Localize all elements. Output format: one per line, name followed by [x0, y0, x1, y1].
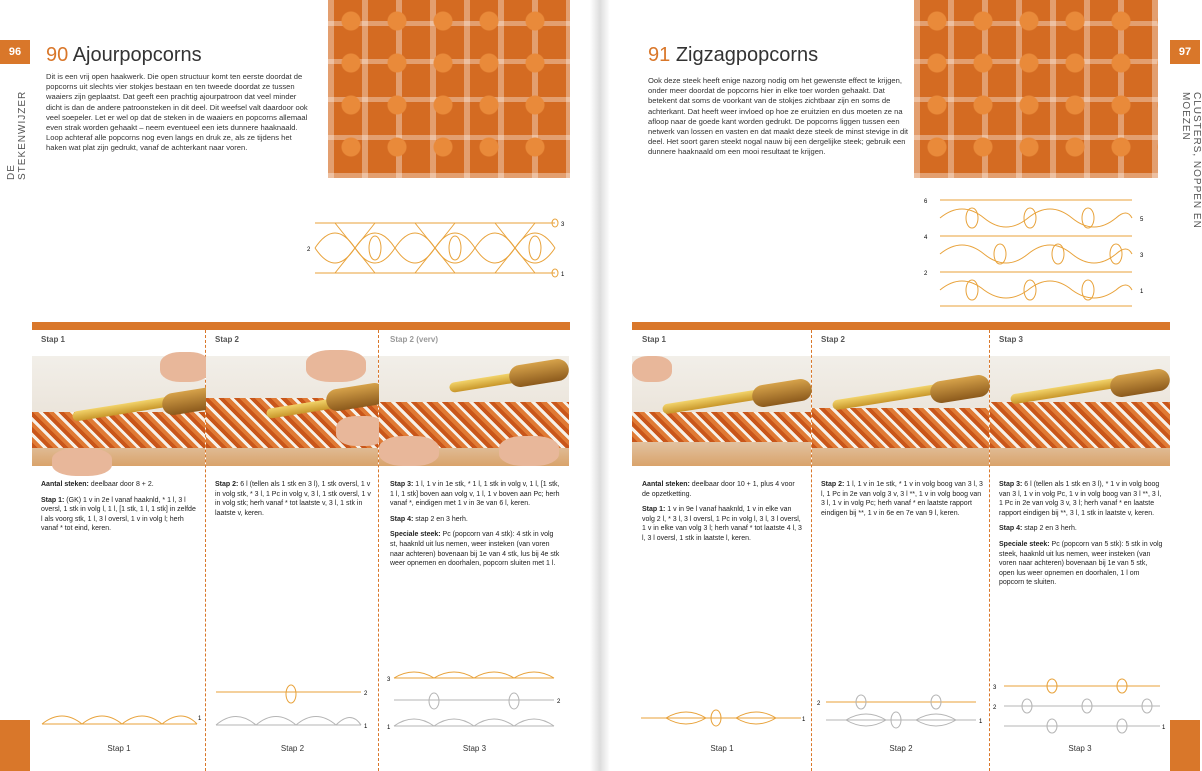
left-page-number: 96 [8, 46, 22, 58]
left-step-col-1 [32, 330, 206, 771]
left-stitch-chart [305, 208, 575, 288]
left-step-2-photo [206, 356, 378, 466]
right-step-2-photo [812, 356, 989, 466]
right-step-2-diagram [816, 692, 988, 736]
right-chart-row-5: 5 [1140, 217, 1144, 223]
svg-text:1: 1 [979, 719, 983, 725]
right-step-3-text: Stap 3: 6 l (tellen als 1 stk en 3 l), * 1 v in volg boog van 3 l, 1 v in volg Pc, 1 v in volg boog van 3 l **, 3 l, 1 Pc in 2e van volg 3 v, 3 l; herh vanaf * en laatste rapport eindigen bij **, 3 l, 1 stk in laatste v, keren. Stap 4: stap 2 en 3 herh. Speciale steek: Pc (popcorn van 5 stk): 5 stk in volg steek, haaknld uit lus nemen, weer insteken (van voren naar achteren) bovenaan bij 1e van 5 stk, open lus weer opnemen en doorhalen, 1 l om popcorn te sluiten. [999, 481, 1163, 587]
left-bottom-tab [0, 720, 30, 771]
right-chart-row-2: 2 [924, 271, 928, 277]
right-page-number-tab [1170, 40, 1200, 64]
right-running-head-text: CLUSTERS, NOPPEN EN MOEZEN [1180, 92, 1202, 229]
left-page-number-tab [0, 40, 30, 64]
left-steps-bar [32, 322, 570, 330]
right-step-col-3 [990, 330, 1170, 771]
left-stitch-name: Ajourpopcorns [72, 44, 202, 66]
right-bottom-tab [1170, 720, 1200, 771]
svg-text:3: 3 [387, 677, 391, 683]
left-chart-row-1: 1 [561, 272, 565, 278]
right-stitch-chart [922, 188, 1152, 318]
svg-text:1: 1 [387, 725, 391, 731]
left-swatch-photo [328, 0, 570, 178]
right-step-3-diagram [992, 676, 1168, 738]
left-step-1-photo [32, 356, 205, 466]
left-step-1-diagram [37, 702, 202, 732]
left-chart-row-3: 3 [561, 222, 565, 228]
left-stitch-number: 90 [46, 44, 69, 66]
svg-text:1: 1 [364, 724, 368, 730]
left-step-1-text: Aantal steken: deelbaar door 8 + 2. Stap 1: (GK) 1 v in 2e l vanaf haaknld, * 1 l, 3 l oversl, 1 stk in volg l, 1 l, [1 stk, 1 l, 1 stk] in zelfde l als voorg stk, 1 l, 3 l oversl, 1 v in volg l; herh vanaf * tot eind, keren. [41, 481, 196, 533]
right-step-2-text: Stap 2: 1 l, 1 v in 1e stk, * 1 v in volg boog van 3 l, 3 l, 1 Pc in 2e van volg 3 v, 3 l **, 1 v in volg boog van 3 l, 1 v in volg Pc; herh vanaf * en laatste rapport eindigen bij **, 1 v in 6e en 7e van 9 l, keren. [821, 481, 983, 517]
right-step-3-caption: Stap 3 [1068, 744, 1092, 753]
right-chart-row-4: 4 [924, 235, 928, 241]
left-step-3-diagram [384, 668, 566, 738]
right-step-2-caption: Stap 2 [889, 744, 913, 753]
right-swatch-photo [914, 0, 1158, 178]
left-running-head-text: DE STEKENWIJZER [6, 90, 28, 180]
left-step-3-photo [379, 356, 569, 466]
svg-text:1: 1 [198, 716, 202, 722]
left-step-1-header: Stap 1 [41, 335, 66, 344]
right-stitch-number: 91 [648, 44, 671, 66]
svg-text:2: 2 [364, 691, 368, 697]
svg-text:2: 2 [817, 701, 821, 707]
right-step-1-caption: Stap 1 [710, 744, 734, 753]
svg-text:1: 1 [802, 717, 806, 723]
right-steps-bar [632, 322, 1170, 330]
right-step-1-diagram [636, 702, 808, 732]
left-chart-row-2: 2 [307, 247, 311, 253]
left-step-col-2 [206, 330, 379, 771]
left-step-1-caption: Stap 1 [107, 744, 131, 753]
right-step-3-header: Stap 3 [999, 335, 1024, 344]
right-page-number: 97 [1178, 46, 1192, 58]
right-step-1-text: Aantal steken: deelbaar door 10 + 1, plus 4 voor de opzetketting. Stap 1: 1 v in 9e l vanaf haaknld, 1 v in elke van volg 2 l, * 3 l, 3 l oversl, 1 Pc in volg l, 3 l, 3 l oversl, 1 v in elke van volg 3 l; herh vanaf * tot laatste 4 l, 3 l, 3 l oversl, 1 stk in laatste l, keren. [642, 481, 802, 542]
svg-text:3: 3 [993, 685, 997, 691]
svg-text:2: 2 [993, 705, 997, 711]
left-step-3-caption: Stap 3 [462, 744, 487, 753]
right-chart-row-3: 3 [1140, 253, 1144, 259]
right-step-col-2 [812, 330, 990, 771]
book-gutter [590, 0, 610, 771]
left-step-2-header: Stap 2 [215, 335, 240, 344]
right-chart-row-6: 6 [924, 199, 928, 205]
left-running-head [6, 90, 28, 180]
right-step-col-1 [632, 330, 812, 771]
left-step-2-text: Stap 2: 6 l (tellen als 1 stk en 3 l), 1 stk oversl, 1 v in volg stk, * 3 l, 1 Pc in volg v, 3 l, 1 stk oversl, 1 v in volg stk; herh vanaf * tot laatste v, 3 l, 1 stk in laatste v, keren. [215, 481, 371, 517]
left-step-2-caption: Stap 2 [280, 744, 305, 753]
left-step-col-3 [379, 330, 570, 771]
left-step-3-text: Stap 3: 1 l, 1 v in 1e stk, * 1 l, 1 stk in volg v, 1 l, [1 stk, 1 l, 1 stk] boven aan volg v, 1 l, 1 v boven aan Pc; herh vanaf *, eindigen met 1 v in 3e van 6 l, keren. Stap 4: stap 2 en 3 herh. Speciale steek: Pc (popcorn van 4 stk): 4 stk in volg st, haaknld uit lus nemen, weer insteken (van voren naar achteren) bovenaan bij 1e van 4 stk, lus bij 4e stk weer opnemen en doorhalen, popcorn sluiten met 1 l. [390, 481, 560, 568]
right-step-1-photo [632, 356, 811, 466]
right-chart-row-1: 1 [1140, 289, 1144, 295]
right-stitch-name: Zigzagpopcorns [675, 44, 819, 66]
left-intro-text: Dit is een vrij open haakwerk. Die open structuur komt ten eerste doordat de popcorns uit slechts vier stokjes bestaan en ten tweede doordat ze tussen waaiers zijn geplaatst. Dat geeft een prachtig ajourpatroon dat veel minder dicht is dan de andere patroonsteken in dit deel. Dit weefsel valt daardoor ook veel soepeler. Let er wel op dat de steken in de waaiers en popcorns allemaal even strak worden gehaakt – neem eventueel een iets dunnere haaknaald. Loop achteraf alle popcorns nog even langs en druk ze, als ze tijdens het haken wat plat zijn gedrukt, vanaf de achterkant naar voren. [46, 72, 308, 153]
svg-text:1: 1 [1162, 725, 1166, 731]
right-step-2-header: Stap 2 [821, 335, 846, 344]
right-step-1-header: Stap 1 [642, 335, 667, 344]
right-intro-text: Ook deze steek heeft enige nazorg nodig om het gewenste effect te krijgen, onder meer doordat de popcorns hier in elke toer worden gehaakt. Dat betekent dat soms de voorkant van de stokjes zichtbaar zijn en soms de achterkant. Dat heeft weer invloed op hoe ze eruitzien en dus moeten ze na afloop naar de goede kant worden gedrukt. De popcorns liggen tussen een netwerk van lossen en vasten en dat maakt deze steek de minst stevige in dit deel. Het soort garen steekt nogal nauw bij een dergelijke steek; gebruik een dunnere haaknaald om een mooi resultaat te krijgen. [648, 76, 909, 157]
svg-text:2: 2 [557, 699, 561, 705]
right-step-3-photo [990, 356, 1170, 466]
left-stitch-title [46, 44, 202, 67]
right-running-head [1180, 92, 1202, 272]
left-step-2-diagram [211, 680, 376, 735]
right-stitch-title [648, 44, 818, 67]
left-step-3-header: Stap 2 (verv) [390, 335, 439, 344]
